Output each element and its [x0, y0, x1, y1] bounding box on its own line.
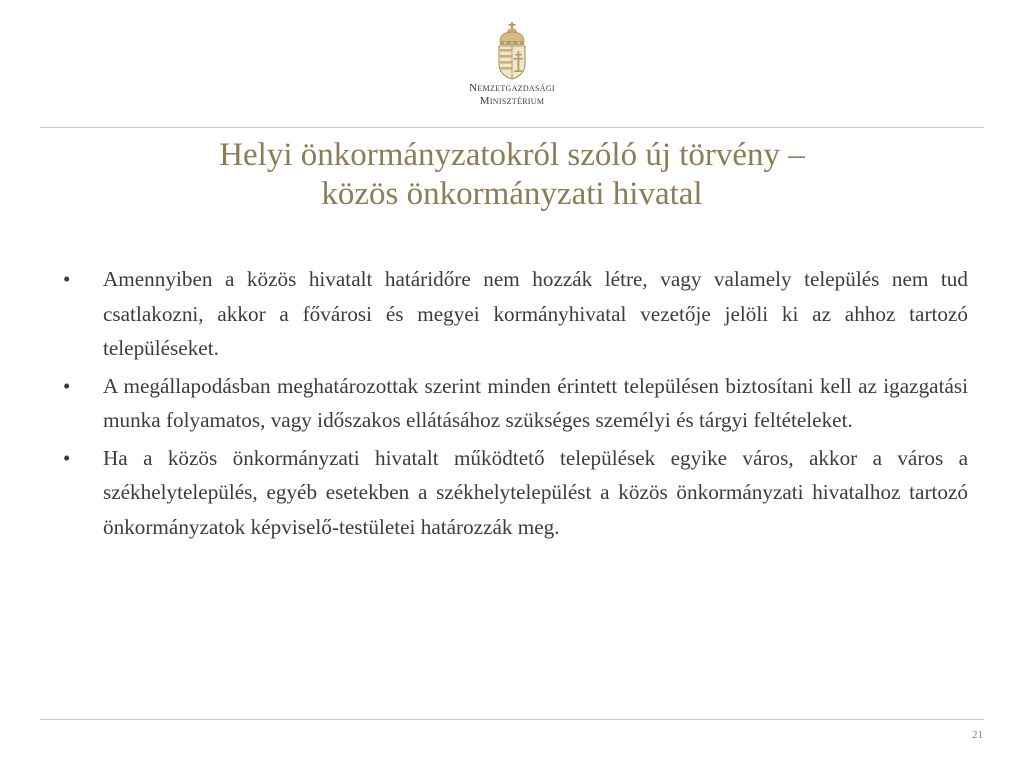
- slide-title-line2: közös önkormányzati hivatal: [321, 176, 703, 212]
- page-number: 21: [972, 729, 983, 741]
- ministry-name: [0, 82, 1024, 108]
- ministry-name-line1: Nemzetgazdasági: [469, 82, 555, 94]
- bullet-text: Amennyiben a közös hivatalt határidőre nem hozzák létre, vagy valamely település nem tud csatlakozni, akkor a fővárosi és megyei kormányhivatal vezetője jelöli ki az ahhoz tartozó településeket.: [103, 267, 968, 360]
- header-divider: [40, 127, 984, 128]
- ministry-logo: [0, 22, 1024, 108]
- bullet-list: [60, 262, 968, 547]
- bullet-item: [60, 369, 968, 438]
- bullet-text: Ha a közös önkormányzati hivatalt működtető települések egyike város, akkor a város a székhelytelepülés, egyéb esetekben a székhelytelepülést a közös önkormányzati hivatalhoz tartozó önkormányzatok képviselő-testületei határozzák meg.: [103, 445, 968, 539]
- ministry-name-line2: Minisztérium: [479, 95, 545, 107]
- bullet-marker: •: [63, 267, 71, 291]
- bullet-item: [60, 441, 968, 545]
- bullet-marker: •: [63, 373, 71, 398]
- bullet-item: [60, 262, 968, 366]
- slide-title-line1: Helyi önkormányzatokról szóló új törvény –: [219, 137, 805, 173]
- bullet-text: A megállapodásban meghatározottak szerint minden érintett településen biztosítani kell az igazgatási munka folyamatos, vagy időszakos ellátásához szükséges személyi és tárgyi feltételeket.: [103, 373, 968, 432]
- bullet-marker: •: [63, 445, 71, 470]
- slide-title: [60, 136, 964, 214]
- footer-divider: [40, 719, 984, 720]
- hungarian-coat-of-arms-icon: [496, 22, 528, 80]
